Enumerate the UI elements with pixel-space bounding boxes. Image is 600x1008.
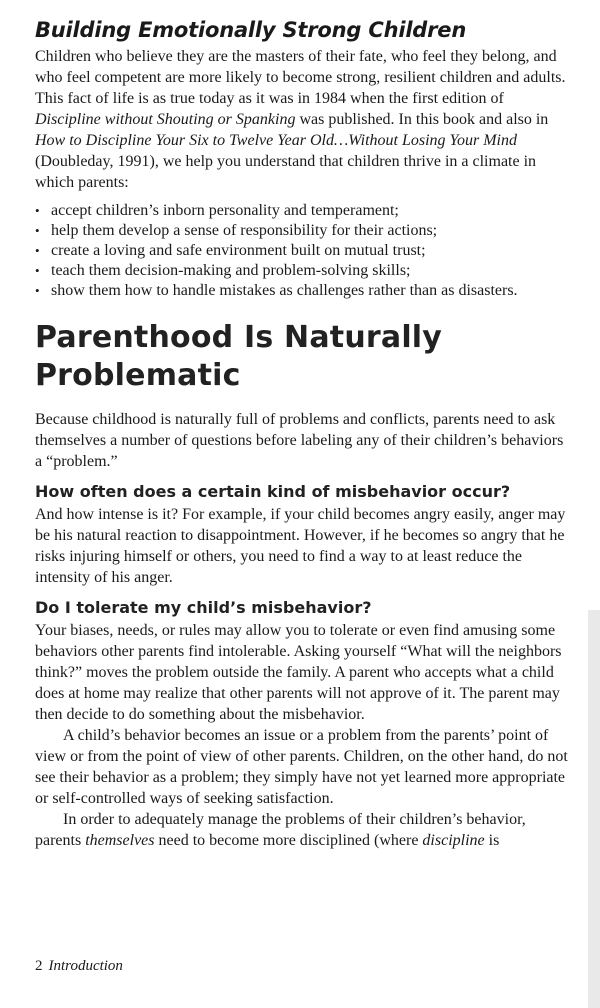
chapter-heading (35, 319, 570, 395)
bullet-item: • teach them decision-making and problem-solving skills; (35, 261, 570, 281)
question-paragraph-tolerate: Your biases, needs, or rules may allow you to tolerate or even find amusing some behaviors other parents find intolerable. Asking yourself “What will the neighbors think?” moves the problem outside the family. A parent who accepts what a child does at home may realize that other parents will not approve of it. The parent may then decide to do something about the misbehavior. (35, 622, 562, 723)
text-run: need to become more disciplined (where (154, 832, 423, 849)
text-run: Children who believe they are the masters of their fate, who feel they belong, and who feel competent are more likely to become strong, resilient children and adults. This fact of life is as true today as it was in 1984 when the first edition of (35, 48, 566, 107)
paragraph-emotionally-strong (35, 46, 570, 193)
text-run: was published. In this book and also in (295, 111, 549, 128)
page-footer (35, 958, 123, 975)
bullet-list (35, 201, 570, 301)
question-heading-tolerate: Do I tolerate my child’s misbehavior? (35, 598, 372, 617)
bullet-item: • show them how to handle mistakes as challenges rather than as disasters. (35, 281, 570, 301)
book-title-italic: How to Discipline Your Six to Twelve Year Old…Without Losing Your Mind (35, 132, 517, 149)
paragraph-discipline (35, 809, 570, 851)
page-edge-shadow (588, 610, 600, 1008)
section-heading-emotionally-strong: Building Emotionally Strong Children (35, 18, 467, 42)
question-paragraph-frequency: And how intense is it? For example, if your child becomes angry easily, anger may be his natural reaction to disappointment. However, if he becomes so angry that he risks injuring himself or others, you need to find a way to at least reduce the intensity of his anger. (35, 506, 566, 586)
emphasis-themselves: themselves (85, 832, 155, 849)
bullet-item: • help them develop a sense of responsibility for their actions; (35, 221, 570, 241)
text-run: (Doubleday, 1991), we help you understand that children thrive in a climate in which parents: (35, 153, 537, 191)
emphasis-discipline: discipline (422, 832, 485, 849)
bullet-item: • accept children’s inborn personality and temperament; (35, 201, 570, 221)
page-number: 2 (35, 958, 43, 974)
chapter-heading-line1: Parenthood Is Naturally (35, 320, 443, 355)
chapter-heading-line2: Problematic (35, 358, 241, 393)
running-section-title: Introduction (48, 958, 123, 974)
question-heading-frequency: How often does a certain kind of misbehavior occur? (35, 482, 511, 501)
text-run: is (484, 832, 500, 849)
bullet-item: • create a loving and safe environment built on mutual trust; (35, 241, 570, 261)
intro-paragraph: Because childhood is naturally full of problems and conflicts, parents need to ask themselves a number of questions before labeling any of their children’s behaviors a “problem.” (35, 411, 564, 470)
text-run: In order to adequately manage the problems of their children’s behavior, parents (35, 811, 526, 849)
book-title-italic: Discipline without Shouting or Spanking (35, 111, 296, 128)
paragraph-behavior-issue: A child’s behavior becomes an issue or a problem from the parents’ point of view or from the point of view of other parents. Children, on the other hand, do not see their behavior as a problem; they simply have not yet learned more appropriate or self-controlled ways of seeking satisfaction. (35, 727, 568, 807)
